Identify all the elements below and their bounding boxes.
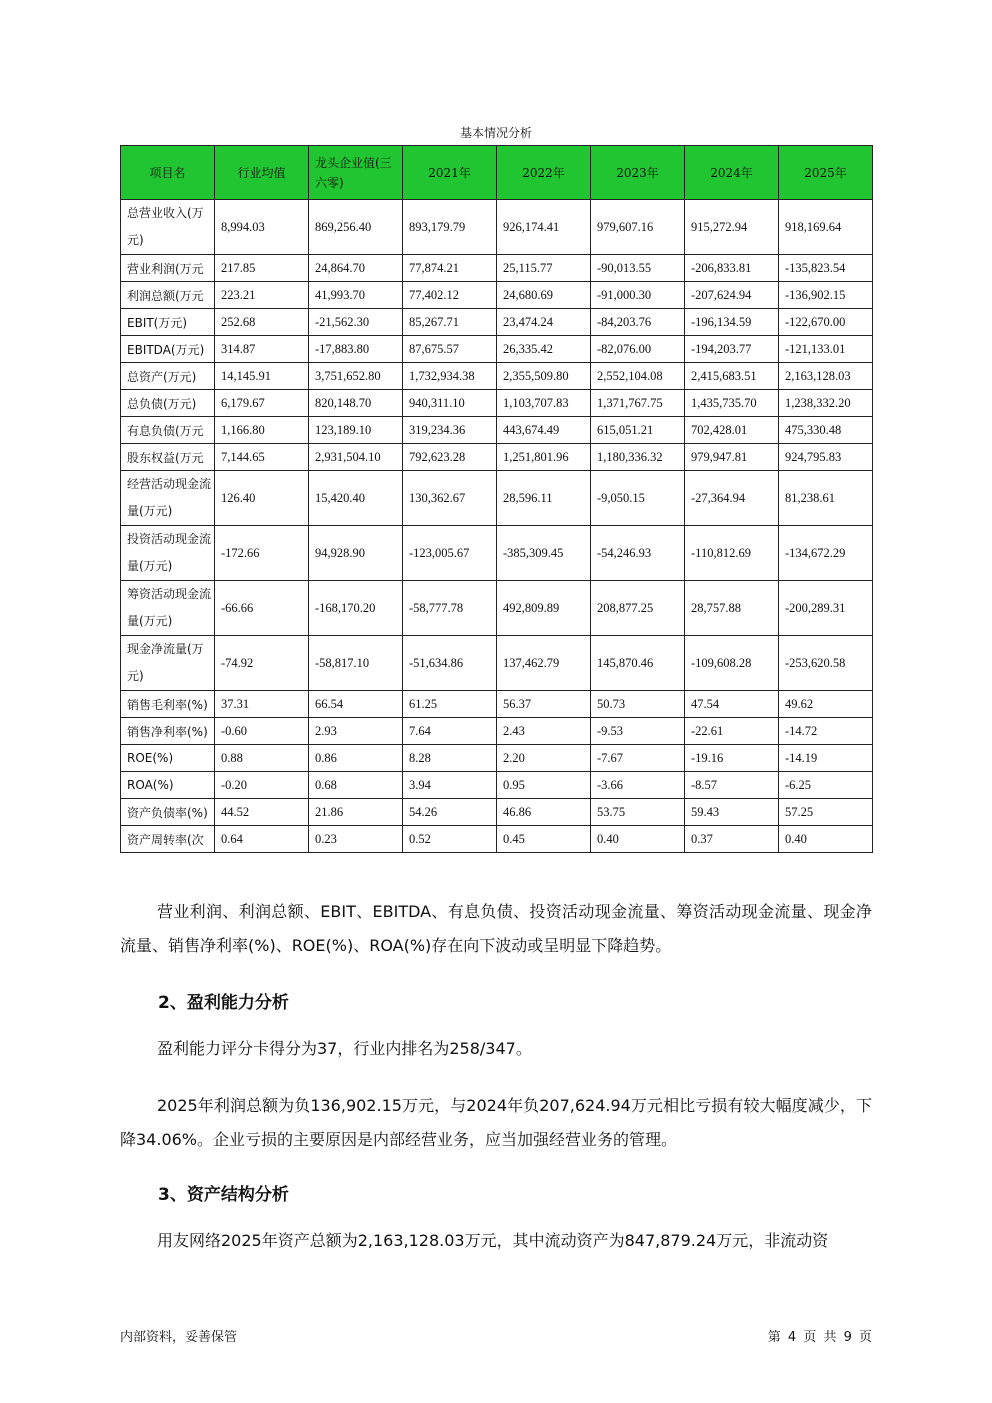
table-cell: -206,833.81 — [685, 255, 779, 282]
row-label: EBIT(万元) — [121, 309, 215, 336]
table-cell: -84,203.76 — [591, 309, 685, 336]
table-row — [121, 255, 873, 282]
table-cell: 81,238.61 — [779, 471, 873, 526]
table-cell: -135,823.54 — [779, 255, 873, 282]
table-cell: 223.21 — [215, 282, 309, 309]
paragraph-assets: 用友网络2025年资产总额为2,163,128.03万元，其中流动资产为847,879.24万元，非流动资 — [157, 1231, 829, 1250]
table-row — [121, 772, 873, 799]
table-cell: 61.25 — [403, 691, 497, 718]
row-label: 营业利润(万元 — [121, 255, 215, 282]
table-row — [121, 471, 873, 526]
table-row — [121, 444, 873, 471]
table-cell: 2,931,504.10 — [309, 444, 403, 471]
table-cell: -6.25 — [779, 772, 873, 799]
header-2025: 2025年 — [779, 146, 873, 200]
header-2023: 2023年 — [591, 146, 685, 200]
table-cell: 44.52 — [215, 799, 309, 826]
table-cell: -8.57 — [685, 772, 779, 799]
table-header-row — [121, 146, 873, 200]
table-cell: -9,050.15 — [591, 471, 685, 526]
table-cell: 475,330.48 — [779, 417, 873, 444]
table-cell: 314.87 — [215, 336, 309, 363]
row-label: 销售净利率(%) — [121, 718, 215, 745]
table-cell: -196,134.59 — [685, 309, 779, 336]
table-row — [121, 799, 873, 826]
row-label: 股东权益(万元 — [121, 444, 215, 471]
row-label: 投资活动现金流量(万元) — [121, 526, 215, 581]
table-cell: 87,675.57 — [403, 336, 497, 363]
table-cell: 47.54 — [685, 691, 779, 718]
table-cell: 66.54 — [309, 691, 403, 718]
heading-asset-structure: 3、资产结构分析 — [158, 1185, 289, 1205]
row-label: 利润总额(万元 — [121, 282, 215, 309]
table-cell: 2.43 — [497, 718, 591, 745]
table-cell: 49.62 — [779, 691, 873, 718]
table-cell: 702,428.01 — [685, 417, 779, 444]
row-label: ROE(%) — [121, 745, 215, 772]
table-caption: 基本情况分析 — [459, 126, 532, 140]
table-cell: -22.61 — [685, 718, 779, 745]
table-cell: -123,005.67 — [403, 526, 497, 581]
table-cell: -66.66 — [215, 581, 309, 636]
table-cell: -172.66 — [215, 526, 309, 581]
table-cell: -17,883.80 — [309, 336, 403, 363]
table-row — [121, 417, 873, 444]
table-cell: 918,169.64 — [779, 200, 873, 255]
table-cell: 41,993.70 — [309, 282, 403, 309]
table-cell: 492,809.89 — [497, 581, 591, 636]
table-cell: -19.16 — [685, 745, 779, 772]
table-cell: 46.86 — [497, 799, 591, 826]
table-cell: 869,256.40 — [309, 200, 403, 255]
table-cell: 53.75 — [591, 799, 685, 826]
row-label: 资产周转率(次 — [121, 826, 215, 853]
table-cell: -253,620.58 — [779, 636, 873, 691]
table-cell: 24,864.70 — [309, 255, 403, 282]
table-cell: 3.94 — [403, 772, 497, 799]
table-cell: 792,623.28 — [403, 444, 497, 471]
row-label: 销售毛利率(%) — [121, 691, 215, 718]
table-cell: -134,672.29 — [779, 526, 873, 581]
row-label: EBITDA(万元) — [121, 336, 215, 363]
table-cell: 1,435,735.70 — [685, 390, 779, 417]
table-cell: 37.31 — [215, 691, 309, 718]
table-row — [121, 636, 873, 691]
table-cell: 615,051.21 — [591, 417, 685, 444]
table-cell: 0.64 — [215, 826, 309, 853]
table-cell: -82,076.00 — [591, 336, 685, 363]
table-cell: 0.68 — [309, 772, 403, 799]
table-cell: 252.68 — [215, 309, 309, 336]
paragraph-score: 盈利能力评分卡得分为37，行业内排名为258/347。 — [157, 1039, 532, 1058]
table-cell: -7.67 — [591, 745, 685, 772]
table-cell: 1,180,336.32 — [591, 444, 685, 471]
header-2024: 2024年 — [685, 146, 779, 200]
table-cell: -122,670.00 — [779, 309, 873, 336]
table-cell: 1,732,934.38 — [403, 363, 497, 390]
table-cell: 0.40 — [591, 826, 685, 853]
table-row — [121, 282, 873, 309]
table-cell: -27,364.94 — [685, 471, 779, 526]
table-cell: -110,812.69 — [685, 526, 779, 581]
table-cell: 6,179.67 — [215, 390, 309, 417]
table-cell: 0.37 — [685, 826, 779, 853]
table-cell: 28,596.11 — [497, 471, 591, 526]
table-cell: 126.40 — [215, 471, 309, 526]
row-label: 总负债(万元) — [121, 390, 215, 417]
table-cell: 1,371,767.75 — [591, 390, 685, 417]
table-cell: 0.88 — [215, 745, 309, 772]
table-cell: -168,170.20 — [309, 581, 403, 636]
table-cell: 0.23 — [309, 826, 403, 853]
table-cell: 123,189.10 — [309, 417, 403, 444]
row-label: 现金净流量(万元) — [121, 636, 215, 691]
table-cell: 23,474.24 — [497, 309, 591, 336]
table-row — [121, 363, 873, 390]
table-cell: 57.25 — [779, 799, 873, 826]
table-row — [121, 581, 873, 636]
table-cell: -54,246.93 — [591, 526, 685, 581]
table-cell: -14.19 — [779, 745, 873, 772]
table-cell: 1,103,707.83 — [497, 390, 591, 417]
table-cell: 1,238,332.20 — [779, 390, 873, 417]
header-2022: 2022年 — [497, 146, 591, 200]
table-cell: -14.72 — [779, 718, 873, 745]
table-cell: 56.37 — [497, 691, 591, 718]
table-cell: 926,174.41 — [497, 200, 591, 255]
table-cell: 979,607.16 — [591, 200, 685, 255]
header-2021: 2021年 — [403, 146, 497, 200]
header-industry-avg: 行业均值 — [215, 146, 309, 200]
table-cell: -58,817.10 — [309, 636, 403, 691]
table-cell: 2.93 — [309, 718, 403, 745]
table-cell: 208,877.25 — [591, 581, 685, 636]
row-label: 资产负债率(%) — [121, 799, 215, 826]
table-cell: 443,674.49 — [497, 417, 591, 444]
table-cell: 54.26 — [403, 799, 497, 826]
table-cell: 924,795.83 — [779, 444, 873, 471]
table-cell: -194,203.77 — [685, 336, 779, 363]
table-cell: 15,420.40 — [309, 471, 403, 526]
table-cell: -200,289.31 — [779, 581, 873, 636]
table-cell: 28,757.88 — [685, 581, 779, 636]
table-row — [121, 200, 873, 255]
paragraph-profit: 2025年利润总额为负136,902.15万元，与2024年负207,624.94万元相比亏损有较大幅度减少，下降34.06%。企业亏损的主要原因是内部经营业务，应当加强经营业务的管理。 — [120, 1096, 872, 1149]
table-cell: 1,166.80 — [215, 417, 309, 444]
table-cell: 25,115.77 — [497, 255, 591, 282]
table-cell: 94,928.90 — [309, 526, 403, 581]
table-cell: 24,680.69 — [497, 282, 591, 309]
table-row — [121, 691, 873, 718]
table-cell: -3.66 — [591, 772, 685, 799]
table-cell: -74.92 — [215, 636, 309, 691]
table-cell: 8,994.03 — [215, 200, 309, 255]
table-row — [121, 745, 873, 772]
table-cell: -121,133.01 — [779, 336, 873, 363]
row-label: 筹资活动现金流量(万元) — [121, 581, 215, 636]
footer-page-number: 第 4 页 共 9 页 — [767, 1330, 872, 1345]
table-cell: 50.73 — [591, 691, 685, 718]
table-cell: 940,311.10 — [403, 390, 497, 417]
table-row — [121, 309, 873, 336]
table-cell: 3,751,652.80 — [309, 363, 403, 390]
table-cell: 77,402.12 — [403, 282, 497, 309]
table-cell: 130,362.67 — [403, 471, 497, 526]
table-row — [121, 718, 873, 745]
table-cell: 14,145.91 — [215, 363, 309, 390]
table-cell: 85,267.71 — [403, 309, 497, 336]
table-cell: 0.45 — [497, 826, 591, 853]
table-cell: 26,335.42 — [497, 336, 591, 363]
table-cell: 893,179.79 — [403, 200, 497, 255]
row-label: 总营业收入(万元) — [121, 200, 215, 255]
table-cell: -0.20 — [215, 772, 309, 799]
table-cell: 0.86 — [309, 745, 403, 772]
table-cell: 217.85 — [215, 255, 309, 282]
table-row — [121, 526, 873, 581]
table-cell: 0.95 — [497, 772, 591, 799]
table-cell: -58,777.78 — [403, 581, 497, 636]
table-cell: 820,148.70 — [309, 390, 403, 417]
table-cell: 8.28 — [403, 745, 497, 772]
table-cell: 2.20 — [497, 745, 591, 772]
table-cell: 145,870.46 — [591, 636, 685, 691]
table-cell: 0.52 — [403, 826, 497, 853]
table-cell: -109,608.28 — [685, 636, 779, 691]
footer-confidential: 内部资料，妥善保管 — [120, 1330, 238, 1345]
table-cell: 979,947.81 — [685, 444, 779, 471]
table-row — [121, 390, 873, 417]
heading-profitability: 2、盈利能力分析 — [158, 993, 289, 1013]
table-cell: 1,251,801.96 — [497, 444, 591, 471]
row-label: 总资产(万元) — [121, 363, 215, 390]
table-cell: 7.64 — [403, 718, 497, 745]
table-cell: 77,874.21 — [403, 255, 497, 282]
table-row — [121, 336, 873, 363]
table-cell: -9.53 — [591, 718, 685, 745]
table-cell: 2,552,104.08 — [591, 363, 685, 390]
row-label: ROA(%) — [121, 772, 215, 799]
table-cell: 137,462.79 — [497, 636, 591, 691]
table-cell: 59.43 — [685, 799, 779, 826]
table-cell: -91,000.30 — [591, 282, 685, 309]
table-cell: 915,272.94 — [685, 200, 779, 255]
table-cell: -136,902.15 — [779, 282, 873, 309]
table-cell: -90,013.55 — [591, 255, 685, 282]
header-item: 项目名 — [121, 146, 215, 200]
paragraph-trend: 营业利润、利润总额、EBIT、EBITDA、有息负债、投资活动现金流量、筹资活动现金流量、现金净流量、销售净利率(%)、ROE(%)、ROA(%)存在向下波动或呈明显下降趋势。 — [120, 902, 872, 955]
table-cell: -385,309.45 — [497, 526, 591, 581]
table-cell: 319,234.36 — [403, 417, 497, 444]
table-cell: -51,634.86 — [403, 636, 497, 691]
table-cell: 2,415,683.51 — [685, 363, 779, 390]
table-cell: 21.86 — [309, 799, 403, 826]
table-cell: -21,562.30 — [309, 309, 403, 336]
financial-table — [120, 145, 873, 853]
table-cell: 2,163,128.03 — [779, 363, 873, 390]
table-cell: -207,624.94 — [685, 282, 779, 309]
table-cell: -0.60 — [215, 718, 309, 745]
row-label: 经营活动现金流量(万元) — [121, 471, 215, 526]
table-cell: 7,144.65 — [215, 444, 309, 471]
table-row — [121, 826, 873, 853]
table-cell: 0.40 — [779, 826, 873, 853]
row-label: 有息负债(万元 — [121, 417, 215, 444]
table-cell: 2,355,509.80 — [497, 363, 591, 390]
header-leader: 龙头企业值(三六零) — [309, 146, 403, 200]
